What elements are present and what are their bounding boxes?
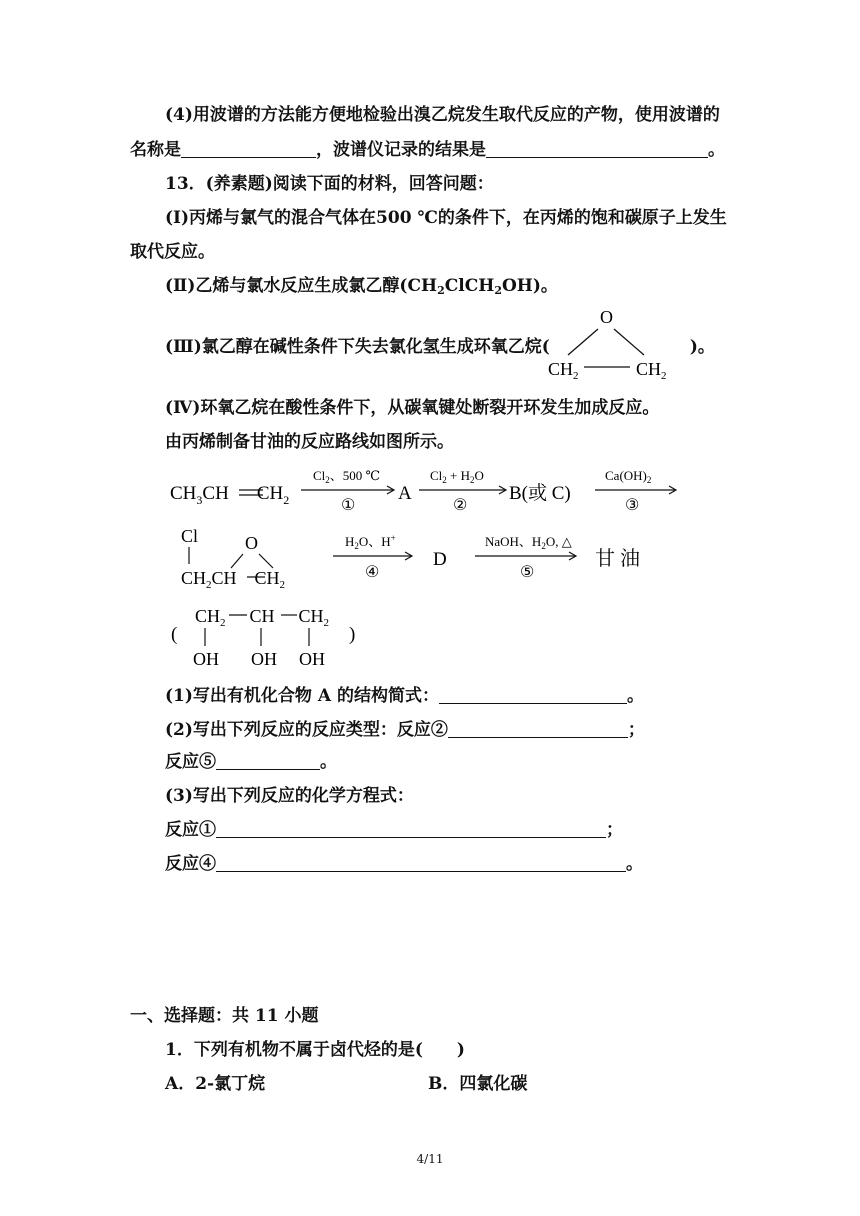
chloro-atom: Cl [181,526,199,546]
epoxide-ch2-right: $CH_2$ [636,359,667,382]
oh-1: OH [193,649,219,669]
paren-open: ( [171,624,178,645]
page-number: 4/11 [416,1152,444,1166]
arrow1-condition: $Cl_2$、500 ℃ [313,468,381,485]
q12-part4-line2: 名称是 ，波谱仪记录的结果是 。 [130,140,725,160]
arrow2-step: ② [453,497,468,514]
q13-part3-r4: 反应④ 。 [165,854,643,874]
answer-blank[interactable] [216,853,626,872]
oh-2: OH [251,649,277,669]
arrow4-condition: $H_2O$、H+ [345,533,396,551]
arrow3-step: ③ [625,497,640,514]
epoxide-ch2-left: $CH_2$ [548,359,579,382]
q13-material-4: (Ⅳ)环氧乙烷在酸性条件下，从碳氧键处断裂开环发生加成反应。 [165,398,660,418]
q13-part3: (3)写出下列反应的化学方程式： [165,786,414,806]
q13-part2: (2)写出下列反应的反应类型：反应② ； [165,720,645,740]
option-B[interactable]: B．四氯化碳 [428,1074,528,1094]
glycerol-label: 甘 油 [595,548,640,570]
q12-part4-line1: (4)用波谱的方法能方便地检验出溴乙烷发生取代反应的产物，使用波谱的 [165,105,720,125]
section-title: 一、选择题：共 11 小题 [130,1006,319,1026]
epichlorohydrin-chain: $CH_2CH$ $CH_2$ [181,568,286,591]
option-A[interactable]: A．2-氯丁烷 [165,1074,266,1094]
reaction-scheme [165,460,725,675]
epoxide-structure [546,303,686,383]
q13-part1: (1)写出有机化合物 A 的结构简式： 。 [165,686,644,706]
compound-B-or-C: B(或 C) [509,483,571,504]
arrow4-step: ④ [365,564,380,581]
q13-title: 13．(养素题)阅读下面的材料，回答问题： [165,174,494,194]
q13-part3-r1: 反应① ； [165,820,623,840]
paren-close: ) [349,624,356,645]
section-q1: 1．下列有机物不属于卤代烃的是( ) [165,1040,465,1060]
compound-A: A [398,483,412,504]
epoxide-oxygen: O [600,307,613,327]
q13-part2-b: 反应⑤ 。 [165,752,337,772]
epoxide-o: O [245,533,258,553]
answer-blank[interactable] [216,819,606,838]
q13-material-1b: 取代反应。 [130,242,215,262]
q13-material-2: (Ⅱ)乙烯与氯水反应生成氯乙醇$(CH_2ClCH_2OH)$。 [165,276,558,297]
glycerol-chain: $CH_2$ CH $CH_2$ [195,606,330,629]
arrow1-step: ① [341,497,356,514]
answer-blank[interactable] [448,719,628,738]
q13-route-intro: 由丙烯制备甘油的反应路线如图所示。 [165,432,454,452]
arrow5-step: ⑤ [520,564,535,581]
answer-blank[interactable] [439,685,627,704]
propene: $CH_3CH$ $CH_2$ [170,483,290,507]
q13-material-1a: (Ⅰ)丙烯与氯气的混合气体在500 ℃的条件下，在丙烯的饱和碳原子上发生 [165,208,727,228]
answer-blank[interactable] [216,751,320,770]
arrow5-condition: NaOH、$H_2O$, △ [485,534,572,551]
arrow3-condition: $Ca(OH)_2$ [605,468,652,485]
answer-blank[interactable] [181,139,316,158]
arrow2-condition: $Cl_2 + H_2O$ [430,468,484,485]
compound-D: D [433,549,447,570]
oh-3: OH [299,649,325,669]
q13-material-3: (Ⅲ)氯乙醇在碱性条件下失去氯化氢生成环氧乙烷( )。 [165,337,715,357]
answer-blank[interactable] [486,139,708,158]
